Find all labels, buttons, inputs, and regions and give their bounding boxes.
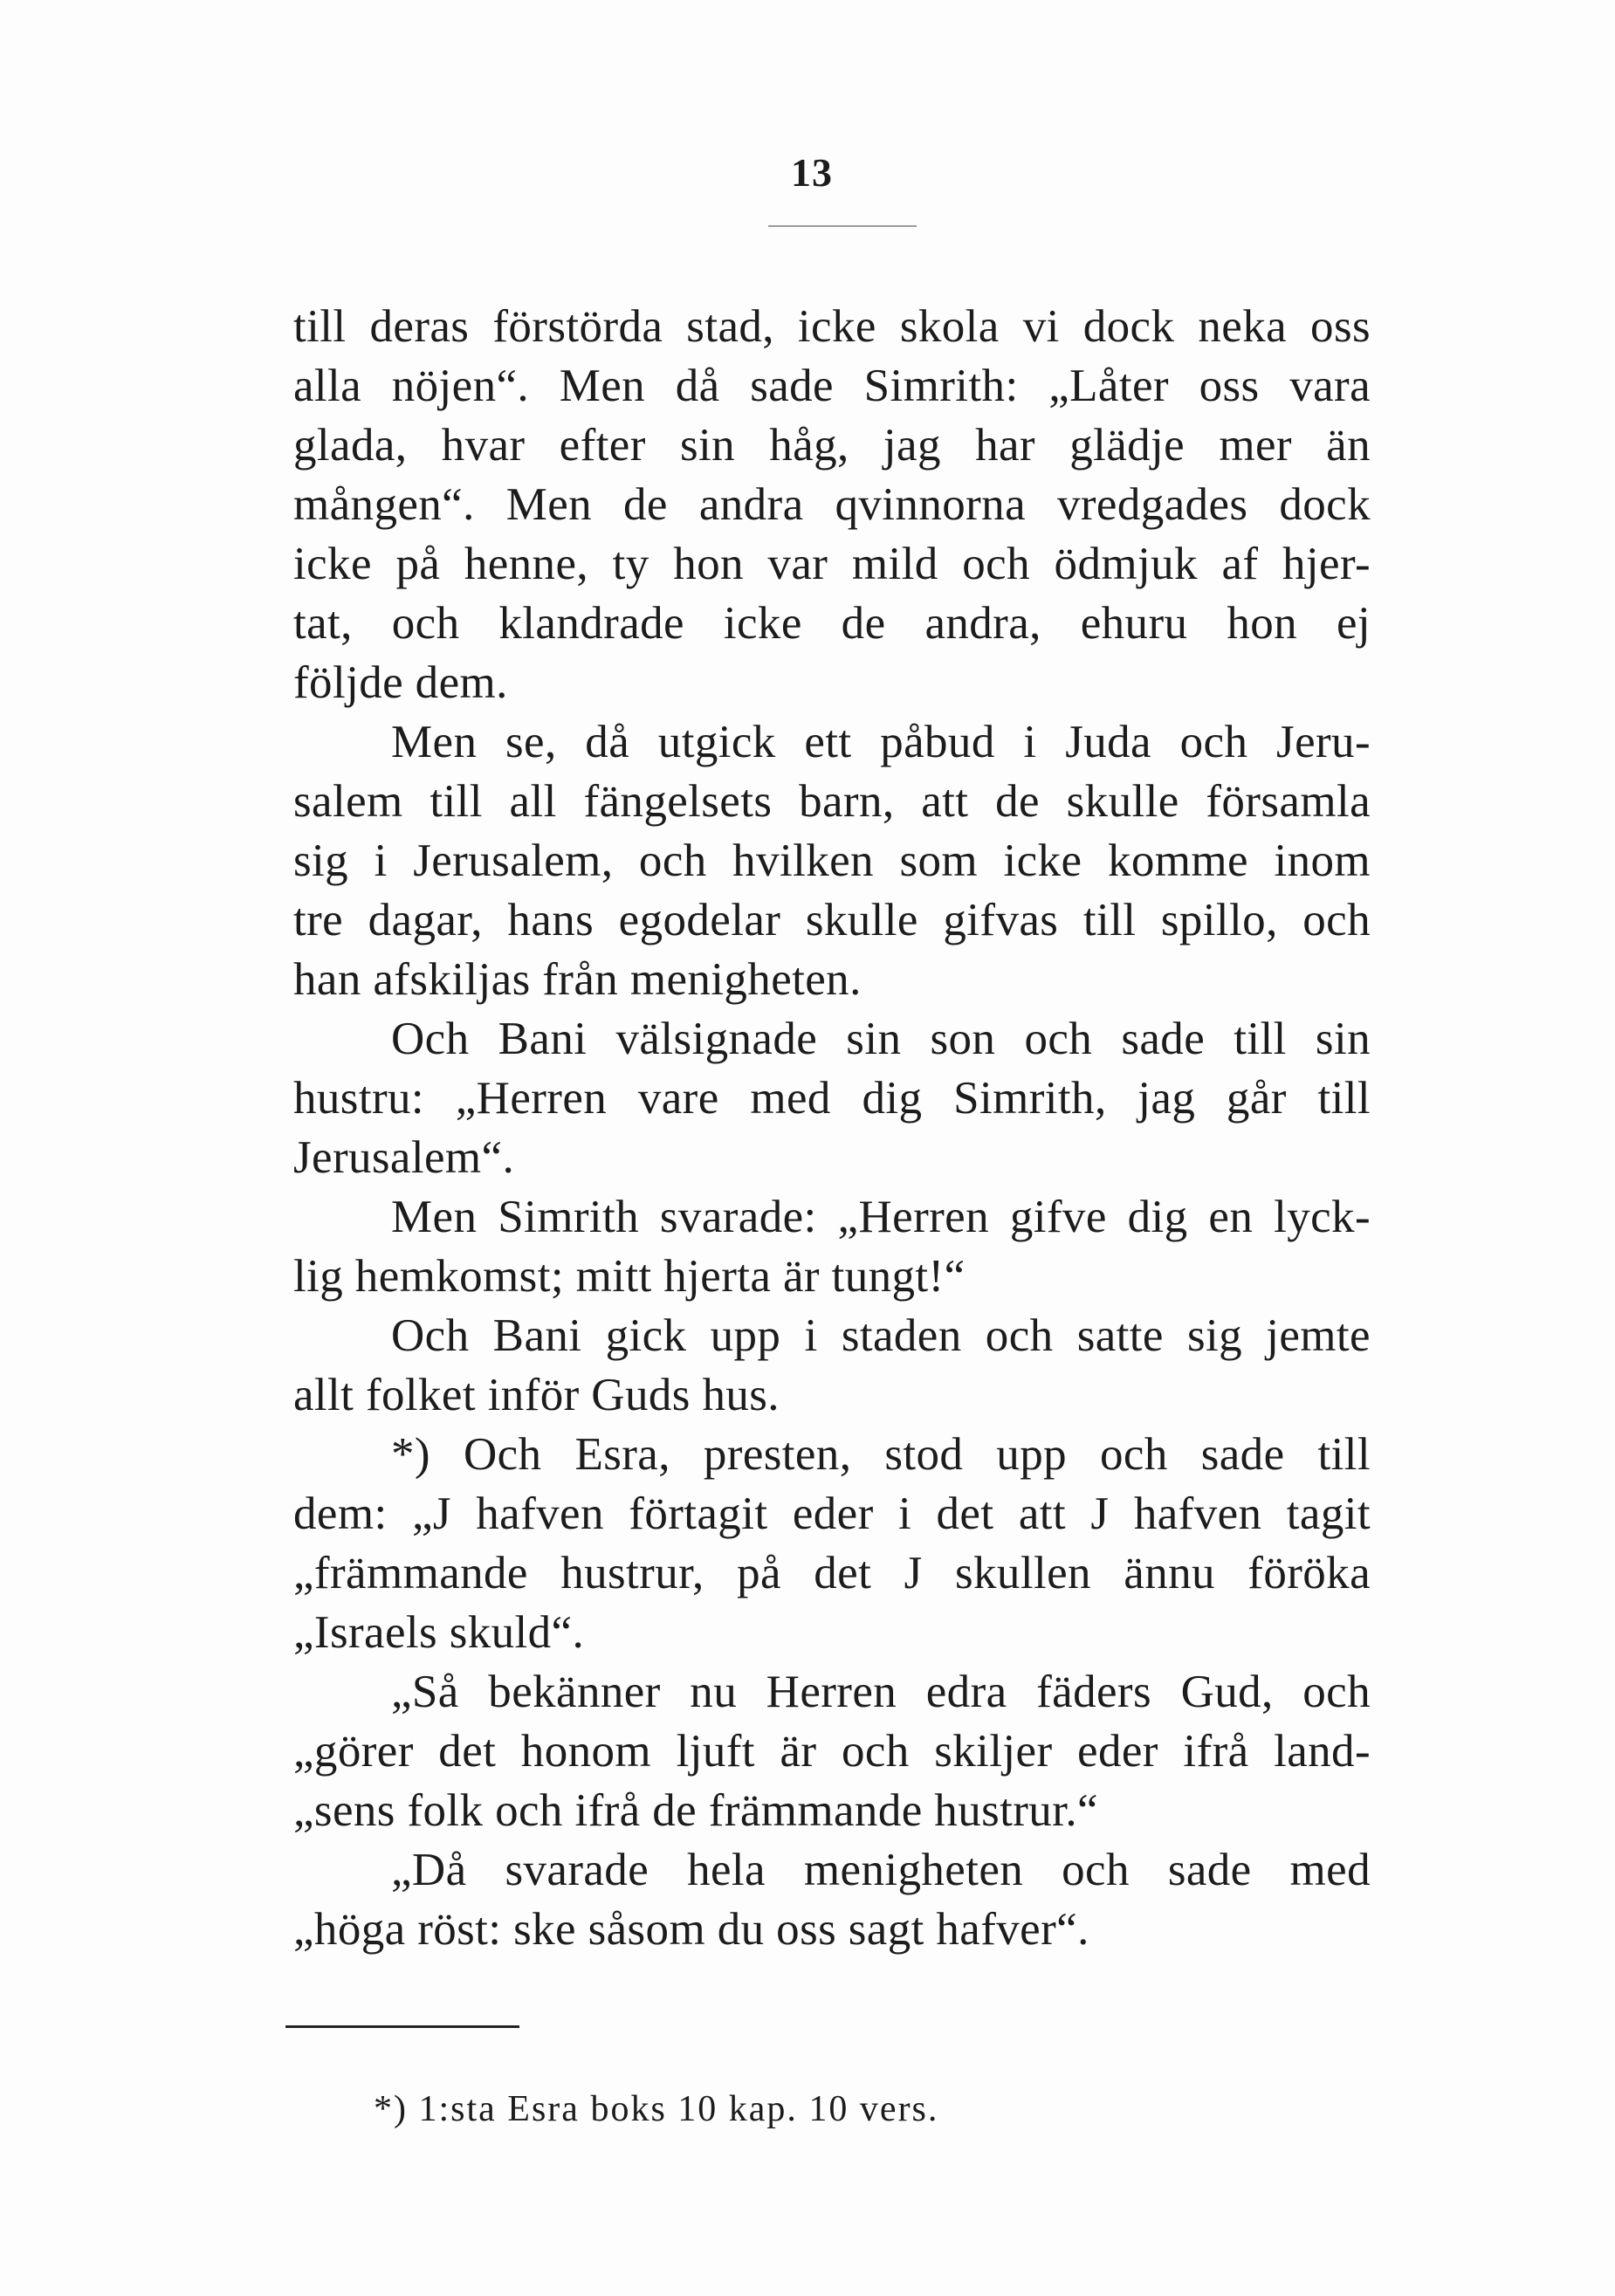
text-line: Och Bani gick upp i staden och satte sig jemte xyxy=(391,1310,1371,1361)
page-number: 13 xyxy=(791,150,833,195)
text-line: följde dem. xyxy=(293,657,508,708)
text-line: „Så bekänner nu Herren edra fäders Gud, och xyxy=(391,1667,1371,1717)
text-line: salem till all fängelsets barn, att de skulle församla xyxy=(293,776,1371,827)
text-line: han afskiljas från menigheten. xyxy=(293,954,862,1005)
text-line: „Då svarade hela menigheten och sade med xyxy=(391,1845,1371,1895)
text-line: „sens folk och ifrå de främmande hustrur.“ xyxy=(293,1785,1098,1836)
header-rule xyxy=(768,225,917,227)
footnote: *) 1:sta Esra boks 10 kap. 10 vers. xyxy=(374,2089,939,2129)
text-line: till deras förstörda stad, icke skola vi dock neka oss xyxy=(293,301,1371,352)
text-line: „främmande hustrur, på det J skullen ännu föröka xyxy=(293,1548,1371,1598)
text-line: Och Bani välsignade sin son och sade till sin xyxy=(391,1014,1371,1064)
text-line: allt folket inför Guds hus. xyxy=(293,1370,780,1420)
footnote-rule xyxy=(285,2025,519,2028)
text-line: *) Och Esra, presten, stod upp och sade till xyxy=(391,1429,1371,1480)
text-line: lig hemkomst; mitt hjerta är tungt!“ xyxy=(293,1251,966,1302)
text-line: hustru: „Herren vare med dig Simrith, jag går till xyxy=(293,1073,1371,1124)
text-line: „görer det honom ljuft är och skiljer eder ifrå land- xyxy=(293,1726,1371,1777)
text-line: „höga röst: ske såsom du oss sagt hafver“. xyxy=(293,1904,1089,1955)
text-line: tat, och klandrade icke de andra, ehuru hon ej xyxy=(293,598,1371,649)
text-line: Men se, då utgick ett påbud i Juda och Jeru- xyxy=(391,717,1371,767)
text-line: alla nöjen“. Men då sade Simrith: „Låter oss vara xyxy=(293,361,1371,411)
text-line: dem: „J hafven förtagit eder i det att J hafven tagit xyxy=(293,1488,1371,1539)
text-line: Jerusalem“. xyxy=(293,1132,515,1183)
text-line: tre dagar, hans egodelar skulle gifvas till spillo, och xyxy=(293,895,1371,945)
text-line: icke på henne, ty hon var mild och ödmjuk af hjer- xyxy=(293,539,1371,589)
text-line: „Israels skuld“. xyxy=(293,1607,585,1658)
text-line: Men Simrith svarade: „Herren gifve dig en lyck- xyxy=(391,1192,1371,1242)
body-text xyxy=(293,297,1371,1959)
text-line: sig i Jerusalem, och hvilken som icke komme inom xyxy=(293,835,1371,886)
text-line: glada, hvar efter sin håg, jag har glädje mer än xyxy=(293,420,1371,471)
text-line: mången“. Men de andra qvinnorna vredgades dock xyxy=(293,479,1371,530)
